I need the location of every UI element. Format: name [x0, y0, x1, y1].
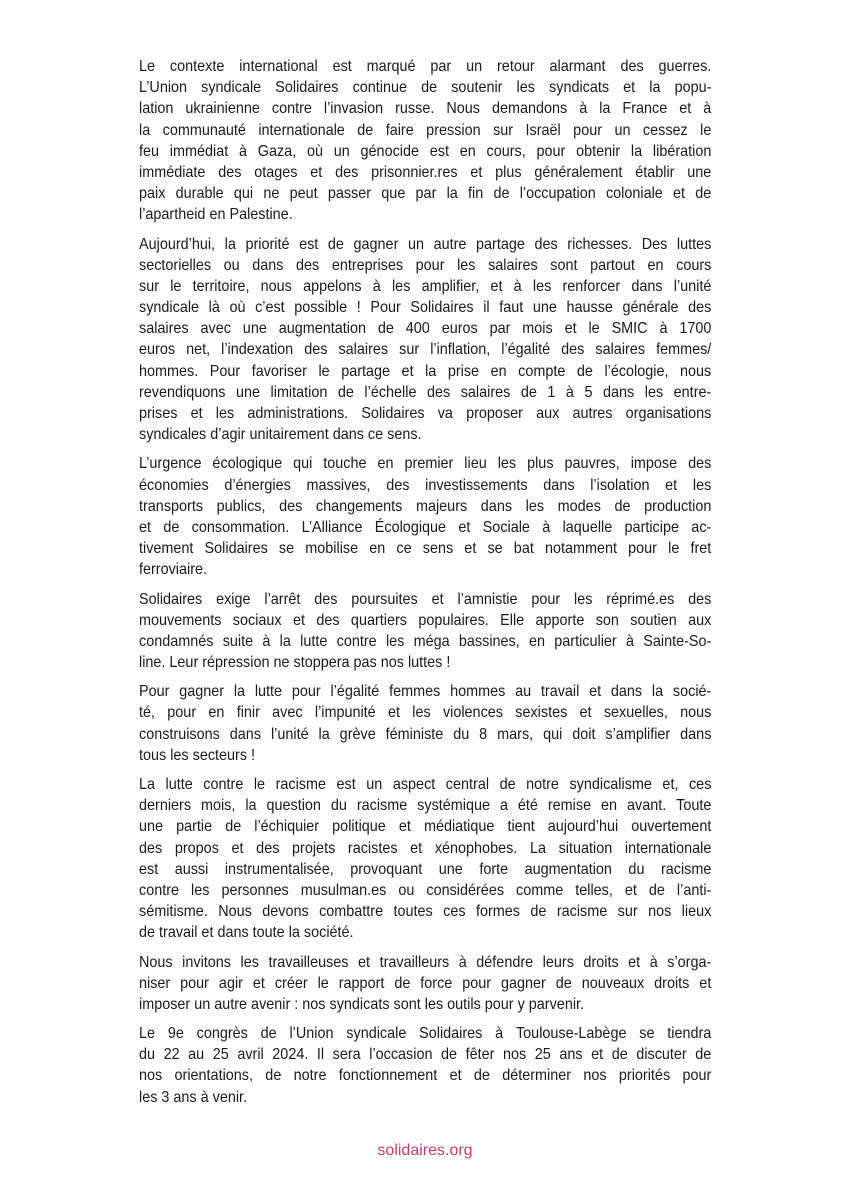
text-line: économies d’énergies massives, des investissements dans l’isolation et les [139, 476, 712, 494]
text-line: imposer un autre avenir : nos syndicats sont les outils pour y parvenir. [139, 995, 585, 1013]
text-line: condamnés suite à la lutte contre les méga bassines, en particulier à Sainte-So- [139, 632, 712, 650]
text-line: est aussi instrumentalisée, provoquant une forte augmentation du racisme [139, 860, 712, 878]
text-line: transports publics, des changements majeurs dans les modes de production [139, 497, 712, 515]
paragraph [139, 774, 711, 944]
text-line: construisons dans l’unité la grève féministe du 8 mars, qui doit s’amplifier dans [139, 725, 712, 743]
text-line: du 22 au 25 avril 2024. Il sera l’occasion de fêter nos 25 ans et de discuter de [139, 1046, 712, 1064]
text-line: et de consommation. L’Alliance Écologique et Sociale à laquelle participe ac- [139, 518, 712, 536]
text-line: paix durable qui ne peut passer que par la fin de l’occupation coloniale et de [139, 185, 712, 203]
footer-site-link[interactable]: solidaires.org [377, 1142, 473, 1159]
text-line: les 3 ans à venir. [139, 1088, 248, 1106]
text-line: sur le territoire, nous appelons à les amplifier, et à les renforcer dans l’unité [139, 277, 712, 295]
text-line: revendiquons une limitation de l’échelle des salaires de 1 à 5 dans les entre- [139, 383, 712, 401]
text-line: syndicales d’agir unitairement dans ce sens. [139, 426, 422, 444]
text-line: la communauté internationale de faire pression sur Israël pour un cessez le [139, 121, 712, 139]
text-line: L’Union syndicale Solidaires continue de soutenir les syndicats et la popu- [139, 79, 712, 97]
text-line: ferroviaire. [139, 561, 208, 579]
text-line: tous les secteurs ! [139, 746, 256, 764]
text-line: sémitisme. Nous devons combattre toutes ces formes de racisme sur nos lieux [139, 903, 712, 921]
paragraph [139, 56, 711, 226]
text-line: lation ukrainienne contre l’invasion russe. Nous demandons à la France et à [139, 100, 712, 118]
text-line: té, pour en finir avec l’impunité et les violences sexistes et sexuelles, nous [139, 704, 712, 722]
text-line: La lutte contre le racisme est un aspect central de notre syndicalisme et, ces [139, 776, 712, 793]
text-line: prises et les administrations. Solidaires va proposer aux autres organisations [139, 405, 712, 422]
text-line: Aujourd’hui, la priorité est de gagner un autre partage des richesses. Des luttes [139, 235, 712, 253]
paragraph [139, 1023, 711, 1108]
text-line: l’apartheid en Palestine. [139, 206, 293, 224]
text-line: Solidaires exige l’arrêt des poursuites et l’amnistie pour les réprimé.es des [139, 590, 712, 608]
text-line: Pour gagner la lutte pour l’égalité femmes hommes au travail et dans la socié- [139, 683, 712, 701]
text-line: derniers mois, la question du racisme systémique a été remise en avant. Toute [139, 797, 712, 815]
paragraph [139, 589, 711, 674]
text-line: immédiate des otages et des prisonnier.res et plus généralement établir une [139, 163, 712, 181]
text-line: une partie de l’échiquier politique et médiatique tient aujourd’hui ouvertement [139, 818, 712, 836]
text-line: contre les personnes musulman.es ou considérées comme telles, et de l’anti- [139, 881, 712, 899]
text-line: salaires avec une augmentation de 400 euros par mois et le SMIC à 1700 [139, 320, 712, 338]
text-line: euros net, l’indexation des salaires sur l’inflation, l’égalité des salaires femmes/ [139, 341, 712, 359]
text-line: des propos et des projets racistes et xénophobes. La situation internationale [139, 839, 712, 857]
text-line: Le contexte international est marqué par un retour alarmant des guerres. [139, 58, 712, 75]
text-line: nos orientations, de notre fonctionnement et de déterminer nos priorités pour [139, 1067, 712, 1085]
text-line: syndicale là où c’est possible ! Pour Solidaires il faut une hausse générale des [139, 299, 712, 317]
paragraph [139, 681, 711, 766]
paragraph [139, 234, 711, 446]
document-body [139, 56, 711, 1116]
text-line: Le 9e congrès de l’Union syndicale Solidaires à Toulouse-Labège se tiendra [139, 1025, 712, 1043]
paragraph [139, 453, 711, 580]
text-line: Nous invitons les travailleuses et travailleurs à défendre leurs droits et à s’orga- [139, 953, 712, 971]
text-line: sectorielles ou dans des entreprises pour les salaires sont partout en cours [139, 256, 712, 274]
text-line: mouvements sociaux et des quartiers populaires. Elle apporte son soutien aux [139, 611, 712, 629]
text-line: L’urgence écologique qui touche en premier lieu les plus pauvres, impose des [139, 455, 712, 473]
text-line: tivement Solidaires se mobilise en ce sens et se bat notamment pour le fret [139, 540, 712, 558]
text-line: feu immédiat à Gaza, où un génocide est en cours, pour obtenir la libération [139, 142, 712, 160]
text-line: de travail et dans toute la société. [139, 924, 354, 942]
paragraph [139, 952, 711, 1016]
text-line: line. Leur répression ne stoppera pas nos luttes ! [139, 654, 451, 672]
text-line: niser pour agir et créer le rapport de force pour gagner de nouveaux droits et [139, 974, 712, 992]
text-line: hommes. Pour favoriser le partage et la prise en compte de l’écologie, nous [139, 362, 712, 380]
